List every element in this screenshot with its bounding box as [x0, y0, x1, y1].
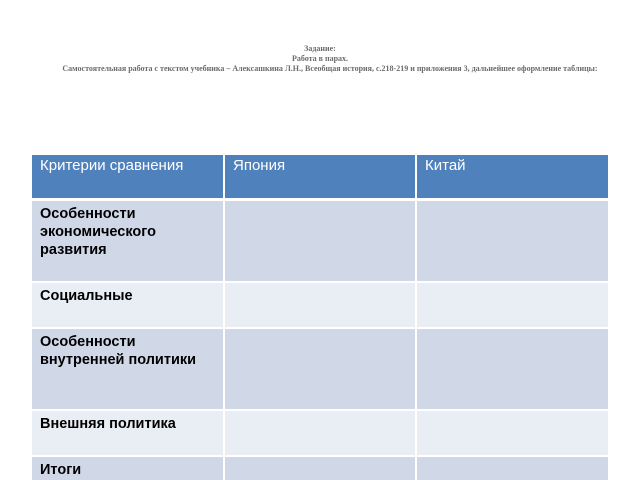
china-cell[interactable]	[416, 410, 608, 456]
table-header-row	[32, 155, 608, 200]
header-japan: Япония	[224, 155, 416, 200]
china-cell[interactable]	[416, 456, 608, 480]
japan-cell[interactable]	[224, 410, 416, 456]
china-cell[interactable]	[416, 328, 608, 410]
table-row	[32, 456, 608, 480]
table-row	[32, 282, 608, 328]
table-row	[32, 200, 608, 283]
header-china: Китай	[416, 155, 608, 200]
assignment-mode: Работа в парах.	[291, 54, 349, 63]
criterion-cell: Особенности экономического развития	[32, 200, 224, 283]
assignment-instruction: Самостоятельная работа с текстом учебника – Алексашкина Л.Н., Всеобщая история, с.218-219 и приложения 3, дальнейшее оформление таблицы:	[62, 64, 598, 73]
table-row	[32, 410, 608, 456]
criterion-cell: Социальные	[32, 282, 224, 328]
china-cell[interactable]	[416, 282, 608, 328]
criterion-cell: Итоги	[32, 456, 224, 480]
japan-cell[interactable]	[224, 456, 416, 480]
japan-cell[interactable]	[224, 328, 416, 410]
assignment-header	[0, 44, 640, 74]
japan-cell[interactable]	[224, 282, 416, 328]
header-criteria: Критерии сравнения	[32, 155, 224, 200]
comparison-table	[32, 155, 608, 480]
assignment-title: Задание:	[304, 44, 336, 53]
china-cell[interactable]	[416, 200, 608, 283]
japan-cell[interactable]	[224, 200, 416, 283]
table-row	[32, 328, 608, 410]
criterion-cell: Внешняя политика	[32, 410, 224, 456]
criterion-cell: Особенности внутренней политики	[32, 328, 224, 410]
